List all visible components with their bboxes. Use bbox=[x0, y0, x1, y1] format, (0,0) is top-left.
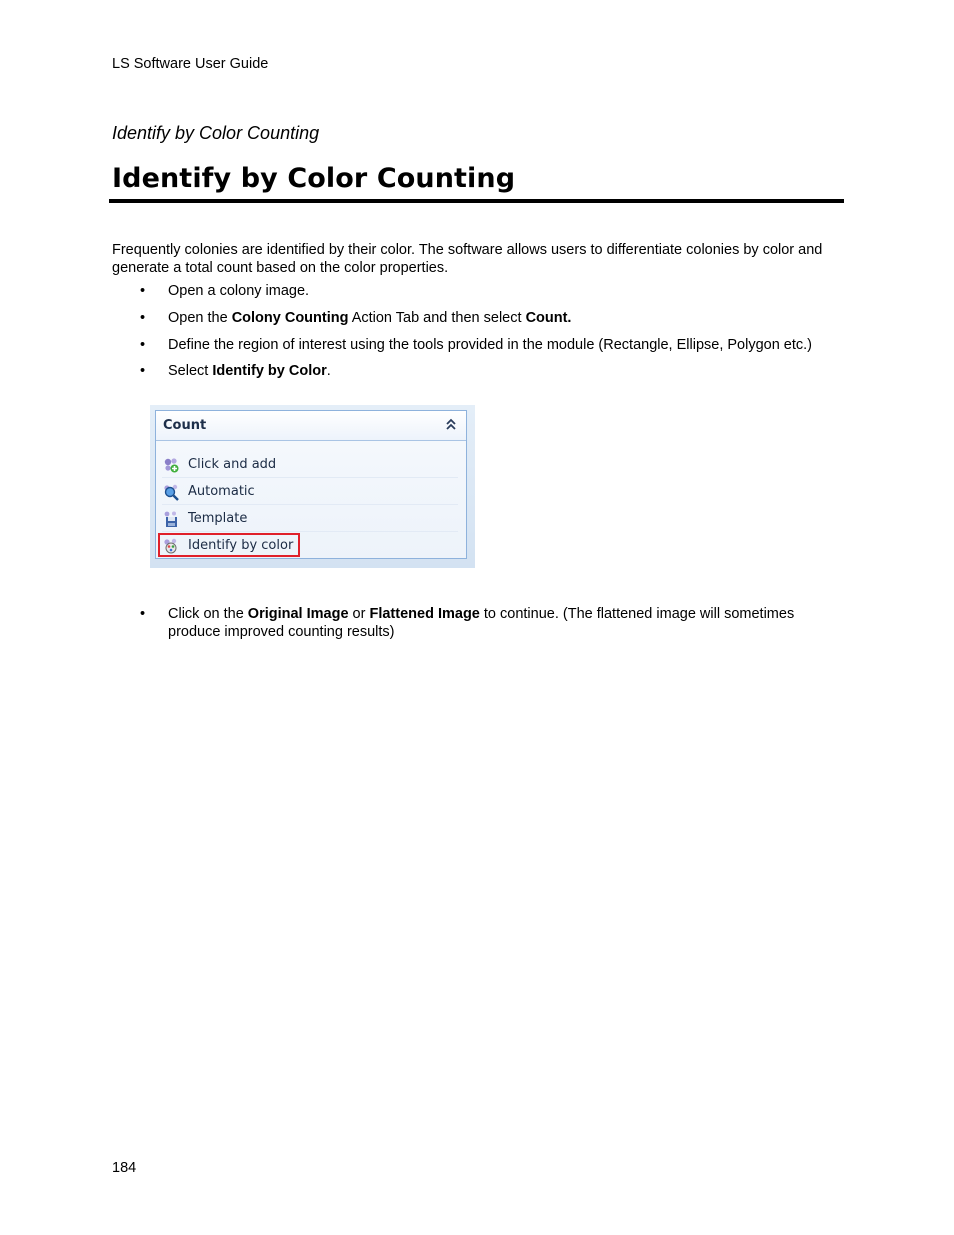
step-click-image bbox=[140, 605, 840, 641]
page-number: 184 bbox=[112, 1160, 137, 1176]
count-panel-screenshot bbox=[150, 405, 475, 568]
step-text: Action Tab and then select bbox=[348, 310, 526, 326]
count-option-label: Click and add bbox=[188, 457, 277, 472]
step-text: Click on the bbox=[168, 606, 248, 622]
count-option-label: Template bbox=[188, 511, 248, 526]
step-open-tab bbox=[140, 309, 840, 327]
bullet-dot: • bbox=[140, 337, 146, 353]
step-text: Define the region of interest using the tools provided in the module (Rectangle, Ellipse, Polygon etc.) bbox=[168, 337, 813, 353]
steps-list bbox=[140, 282, 840, 380]
count-option-template[interactable] bbox=[162, 507, 458, 532]
highlight-box bbox=[158, 533, 300, 557]
intro-paragraph: Frequently colonies are identified by their color. The software allows users to differentiate colonies by color and generate a total count based on the color properties. bbox=[112, 242, 823, 276]
document-header: LS Software User Guide bbox=[112, 56, 269, 72]
step-bold: Colony Counting bbox=[231, 310, 349, 326]
template-icon bbox=[162, 510, 180, 528]
step-bold: Count. bbox=[525, 310, 572, 326]
section-subtitle: Identify by Color Counting bbox=[112, 123, 320, 143]
count-panel-title: Count bbox=[163, 418, 207, 433]
bullet-dot: • bbox=[140, 363, 146, 379]
magnifier-icon bbox=[162, 483, 180, 501]
title-divider bbox=[109, 199, 844, 203]
step-bold: Flattened Image bbox=[369, 606, 480, 622]
collapse-chevrons-icon[interactable] bbox=[444, 417, 458, 433]
step-text: Open the bbox=[168, 310, 232, 326]
step-select-identify bbox=[140, 362, 840, 380]
count-option-click-add[interactable] bbox=[162, 453, 458, 478]
step-define-region bbox=[140, 336, 840, 354]
step-bold: Original Image bbox=[247, 606, 349, 622]
count-panel-header[interactable] bbox=[156, 411, 466, 441]
count-option-label: Identify by color bbox=[188, 538, 294, 553]
step-text: . bbox=[326, 363, 331, 379]
steps-list-continued bbox=[140, 605, 840, 641]
step-text: or bbox=[348, 606, 370, 622]
step-open-image bbox=[140, 282, 840, 300]
count-panel bbox=[155, 410, 467, 559]
step-bold: Identify by Color bbox=[212, 363, 327, 379]
step-text: Select bbox=[168, 363, 213, 379]
count-option-label: Automatic bbox=[188, 484, 255, 499]
step-text: Open a colony image. bbox=[168, 283, 310, 299]
page-title: Identify by Color Counting bbox=[112, 163, 516, 194]
bullet-dot: • bbox=[140, 606, 146, 622]
count-option-automatic[interactable] bbox=[162, 480, 458, 505]
step-text: to continue. (The flattened image will sometimes produce improved counting results) bbox=[168, 606, 795, 640]
click-add-icon bbox=[162, 456, 180, 474]
bullet-dot: • bbox=[140, 310, 146, 326]
bullet-dot: • bbox=[140, 283, 146, 299]
